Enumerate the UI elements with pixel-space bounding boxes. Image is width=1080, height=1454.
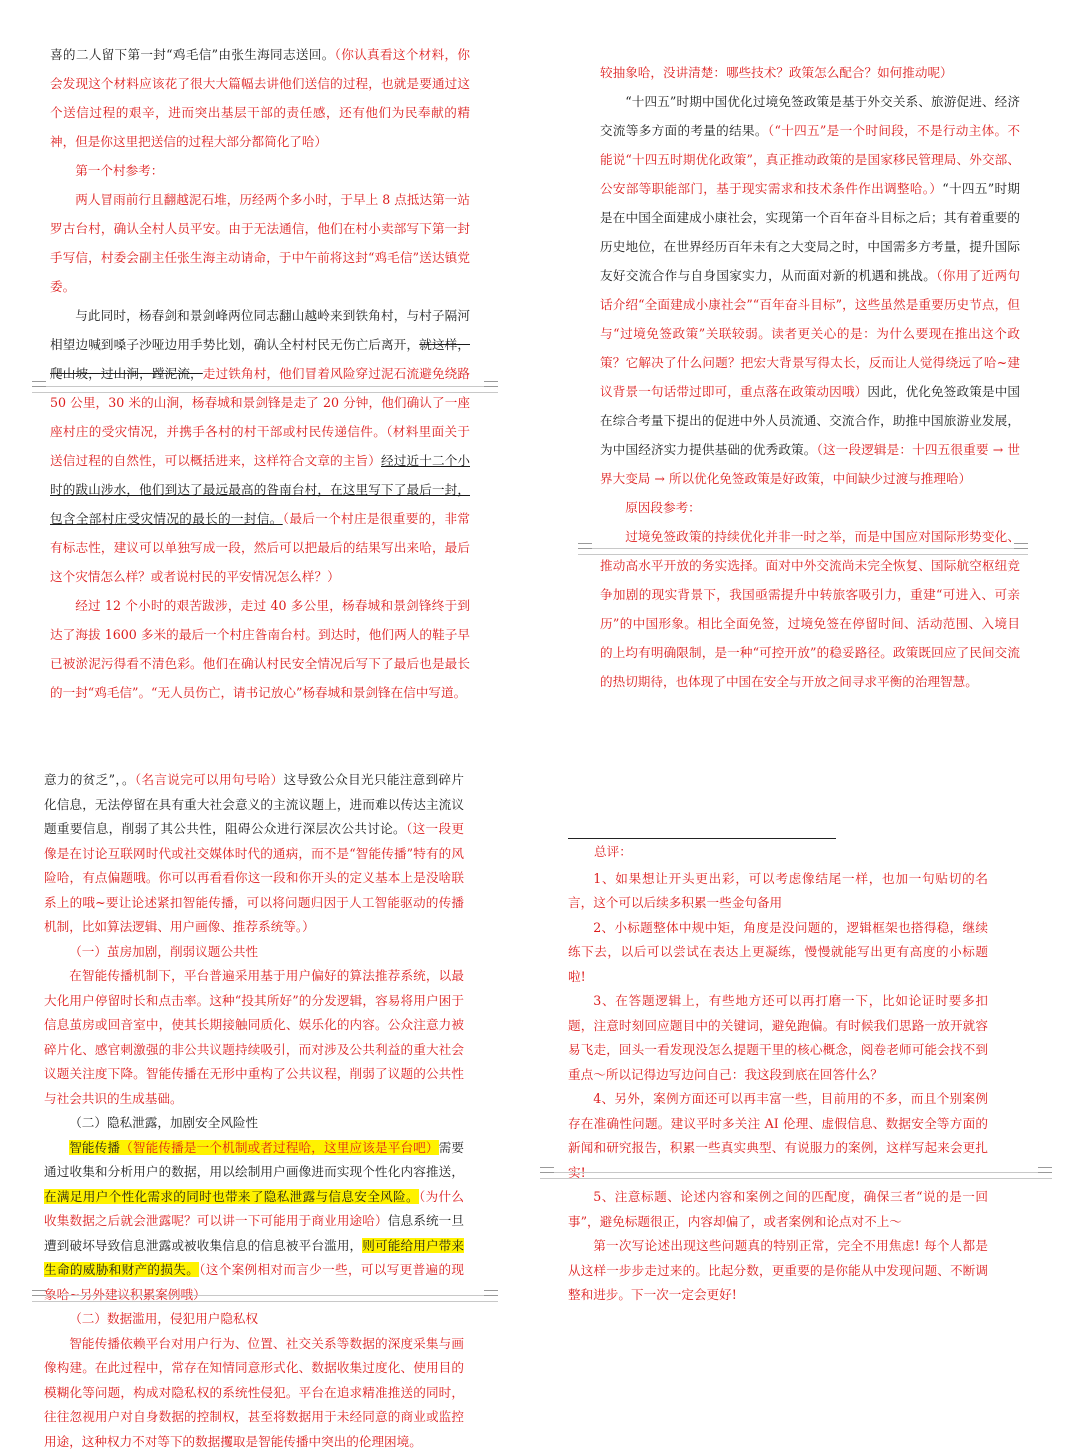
- deleted-text: 就这样，爬山坡，过山涧，蹚泥流，: [50, 337, 470, 381]
- reference-paragraph: 过境免签政策的持续优化并非一时之举，而是中国应对国际形势变化、推动高水平开放的务实选择。面对中外交流尚未完全恢复、国际航空枢纽竞争加剧的现实背景下，我国亟需提升中转旅客吸引力，重建“可进入、可亲历”的中国形象。相比全面免签，过境免签在停留时间、活动范围、入境目的上均有明确限制，是一种“可控开放”的稳妥路径。政策既回应了民间交流的热切期待，也体现了中国在安全与开放之间寻求平衡的治理智慧。: [600, 522, 1020, 696]
- text-run: 需要通过收集和分析用户的数据，用以绘制用户画像进而实现个性化内容推送，: [44, 1140, 464, 1180]
- paragraph: [50, 301, 470, 591]
- page-break-marker: [32, 1290, 46, 1296]
- reference-paragraph: 经过 12 个小时的艰苦跋涉，走过 40 多公里，杨春城和景剑锋终于到达了海拔 1600 多米的最后一个村庄昝南台村。到达时，他们两人的鞋子早已被淤泥污得看不清色彩。他们在确认村民安全情况后写下了最后也是最长的一封“鸡毛信”。“无人员伤亡，请书记放心”杨春城和景剑锋在信中写道。: [50, 591, 470, 707]
- paragraph: [50, 40, 470, 156]
- page-break-marker: [1014, 543, 1028, 549]
- page-break-marker: [484, 381, 498, 387]
- subheading: （一）茧房加剧，削弱议题公共性: [44, 940, 464, 965]
- page-break: [32, 386, 498, 393]
- subheading: （二）数据滥用，侵犯用户隐私权: [44, 1307, 464, 1332]
- doc-page-summary: [568, 840, 988, 1308]
- paragraph: [44, 768, 464, 940]
- comment-run: （名言说完可以用句号哈）: [135, 772, 284, 787]
- doc-page-bottom-left: [44, 768, 464, 1454]
- page-break-marker: [484, 1290, 498, 1296]
- highlighted-text: 在满足用户个性化需求的同时也带来了隐私泄露与信息安全风险。: [44, 1189, 419, 1204]
- reference-paragraph: 智能传播依赖平台对用户行为、位置、社交关系等数据的深度采集与画像构建。在此过程中，常存在知情同意形式化、数据收集过度化、使用目的模糊化等问题，构成对隐私权的系统性侵犯。平台在追求精准推送的同时，往往忽视用户对自身数据的控制权，甚至将数据用于未经同意的商业或监控用途，这种权力不对等下的数据攫取是智能传播中突出的伦理困境。: [44, 1332, 464, 1454]
- comment-run: （这一段逻辑是：十四五很重要 → 世界大变局 → 所以优化免签政策是好政策，中间缺少过渡与推理哈）: [600, 442, 1020, 486]
- summary-item: 4、另外，案例方面还可以再丰富一些，目前用的不多，而且个别案例存在准确性问题。建议平时多关注 AI 伦理、虚假信息、数据安全等方面的新闻和研究报告，积累一些真实典型、有说服力的案例，这样写起来会更扎实!: [568, 1087, 988, 1185]
- reference-paragraph: 两人冒雨前行且翻越泥石堆，历经两个多小时，于早上 8 点抵达第一站罗古台村，确认全村人员平安。由于无法通信，他们在村小卖部写下第一封手写信，村委会副主任张生海主动请命，于中午前将这封“鸡毛信”送达镇党委。: [50, 185, 470, 301]
- summary-item: 2、小标题整体中规中矩，角度是没问题的，逻辑框架也搭得稳，继续练下去，以后可以尝试在表达上更凝练，慢慢就能写出更有高度的小标题啦!: [568, 916, 988, 990]
- text-run: 信息系统一旦遭到破坏导致信息泄露或被收集信息的信息被平台滥用，: [44, 1213, 464, 1253]
- page-break: [578, 548, 1028, 555]
- page-break: [32, 1295, 498, 1302]
- comment-run: （这个案例相对而言少一些，可以写更普遍的现象哈~另外建议积累案例哦）: [44, 1262, 464, 1302]
- text-run: 喜的二人留下第一封“鸡毛信”由张生海同志送回。: [50, 47, 335, 62]
- page-break-marker: [32, 381, 46, 387]
- text-run: 与此同时，杨春剑和景剑峰两位同志翻山越岭来到铁角村，与村子隔河相望边喊到嗓子沙哑边用手势比划，确认全村村民无伤亡后离开，: [50, 308, 470, 352]
- subheading: （二）隐私泄露，加剧安全风险性: [44, 1111, 464, 1136]
- comment-run: （你用了近两句话介绍“全面建成小康社会”“百年奋斗目标”，这些虽然是重要历史节点，但与“过境免签政策”关联较弱。读者更关心的是：为什么要现在推出这个政策？它解决了什么问题？把宏大背景写得太长，反而让人觉得绕远了哈~建议背景一句话带过即可，重点落在政策动因哦）: [600, 268, 1020, 399]
- page-break-marker: [578, 543, 592, 549]
- comment-run: （为什么收集数据之后就会泄露呢？可以讲一下可能用于商业用途哈）: [44, 1189, 464, 1229]
- summary-closing: 第一次写论述出现这些问题真的特别正常，完全不用焦虑! 每个人都是从这样一步步走过来的。比起分数，更重要的是你能从中发现问题、不断调整和进步。下一次一定会更好!: [568, 1234, 988, 1308]
- text-run: 这导致公众目光只能注意到碎片化信息，无法停留在具有重大社会意义的主流议题上，进而难以传达主流议题重要信息，削弱了其公共性，阻碍公众进行深层次公共讨论。: [44, 772, 464, 836]
- comment-paragraph: 较抽象哈，没讲清楚：哪些技术？政策怎么配合？如何推动呢）: [600, 58, 1020, 87]
- comment-run: 走过铁角村，他们冒着风险穿过泥石流避免绕路 50 公里，30 米的山涧，杨春城和景剑锋是走了 20 分钟，他们确认了一座座村庄的受灾情况，并携手各村的村干部或村民传递信件。: [50, 366, 470, 439]
- summary-item: 5、注意标题、论述内容和案例之间的匹配度，确保三者“说的是一回事”，避免标题很正，内容却偏了，或者案例和论点对不上～: [568, 1185, 988, 1234]
- highlighted-text: 智能传播: [69, 1140, 120, 1155]
- summary-title: 总评：: [594, 840, 988, 865]
- highlighted-text: 则可能给用户带来生命的威胁和财产的损失。: [44, 1238, 464, 1278]
- comment-run: （材料里面关于送信过程的自然性，可以概括进来，这样符合文章的主旨）: [50, 424, 470, 468]
- page-break-marker: [540, 1167, 554, 1173]
- doc-page-top-right: [600, 58, 1020, 696]
- highlighted-comment: （智能传播是一个机制或者过程哈，这里应该是平台吧）: [120, 1140, 439, 1155]
- underlined-text: 经过近十二个小时的跋山涉水，他们到达了最远最高的昝南台村，在这里写下了最后一封，包含全部村庄受灾情况的最长的一封信。: [50, 453, 470, 526]
- doc-page-top-left: [50, 40, 470, 707]
- summary-item: 1、如果想让开头更出彩，可以考虑像结尾一样，也加一句贴切的名言，这个可以后续多积累一些金句备用: [568, 867, 988, 916]
- page-break-marker: [1038, 1167, 1052, 1173]
- comment-run: （你认真看这个材料，你会发现这个材料应该花了很大大篇幅去讲他们送信的过程，也就是要通过这个送信过程的艰辛，进而突出基层干部的责任感，还有他们为民奉献的精神，但是你这里把送信的过程大部分都简化了哈）: [50, 47, 470, 149]
- paragraph: [44, 1136, 464, 1308]
- text-run: “十四五”时期是在中国全面建成小康社会，实现第一个百年奋斗目标之后；其有着重要的历史地位，在世界经历百年未有之大变局之时，中国需多方考量，提升国际友好交流合作与自身国家实力，从而面对新的机遇和挑战。: [600, 181, 1020, 283]
- comment-run: （最后一个村庄是很重要的，非常有标志性，建议可以单独写成一段，然后可以把最后的结果写出来哈，最后这个灾情怎么样？或者说村民的平安情况怎么样？）: [50, 511, 470, 584]
- comment-run: （“十四五”是一个时间段，不是行动主体。不能说“十四五时期优化政策”，真正推动政策的是国家移民管理局、外交部、公安部等职能部门，基于现实需求和技术条件作出调整哈。）: [600, 123, 1020, 196]
- reference-paragraph: 在智能传播机制下，平台普遍采用基于用户偏好的算法推荐系统，以最大化用户停留时长和点击率。这种“投其所好”的分发逻辑，容易将用户困于信息茧房或回音室中，使其长期接触同质化、娱乐化的内容。公众注意力被碎片化、感官刺激强的非公共议题持续吸引，而对涉及公共利益的重大社会议题关注度下降。智能传播在无形中重构了公共议程，削弱了议题的公共性与社会共识的生成基础。: [44, 964, 464, 1111]
- summary-item: 3、在答题逻辑上，有些地方还可以再打磨一下，比如论证时要多扣题，注意时刻回应题目中的关键词，避免跑偏。有时候我们思路一放开就容易飞走，回头一看发现没怎么提题干里的核心概念，阅卷老师可能会找不到重点～所以记得边写边问自己：我这段到底在回答什么？: [568, 989, 988, 1087]
- page-break: [540, 1172, 1052, 1179]
- comment-run: （这一段更像是在讨论互联网时代或社交媒体时代的通病，而不是“智能传播”特有的风险哈，有点偏题哦。你可以再看看你这一段和你开头的定义基本上是没啥联系上的哦~要让论述紧扣智能传播，可以将问题归因于人工智能驱动的传播机制，比如算法逻辑、用户画像、推荐系统等。）: [44, 821, 464, 934]
- text-run: 意力的贫乏”，。: [44, 772, 135, 787]
- text-run: “十四五”时期中国优化过境免签政策是基于外交关系、旅游促进、经济交流等多方面的考量的结果。: [600, 94, 1020, 138]
- reference-heading: 原因段参考：: [600, 493, 1020, 522]
- text-run: 因此，优化免签政策是中国在综合考量下提出的促进中外人员流通、交流合作，助推中国旅游业发展，为中国经济实力提供基础的优秀政策。: [600, 384, 1020, 457]
- paragraph: [600, 87, 1020, 493]
- reference-heading: 第一个村参考：: [50, 156, 470, 185]
- summary-divider: [568, 838, 836, 839]
